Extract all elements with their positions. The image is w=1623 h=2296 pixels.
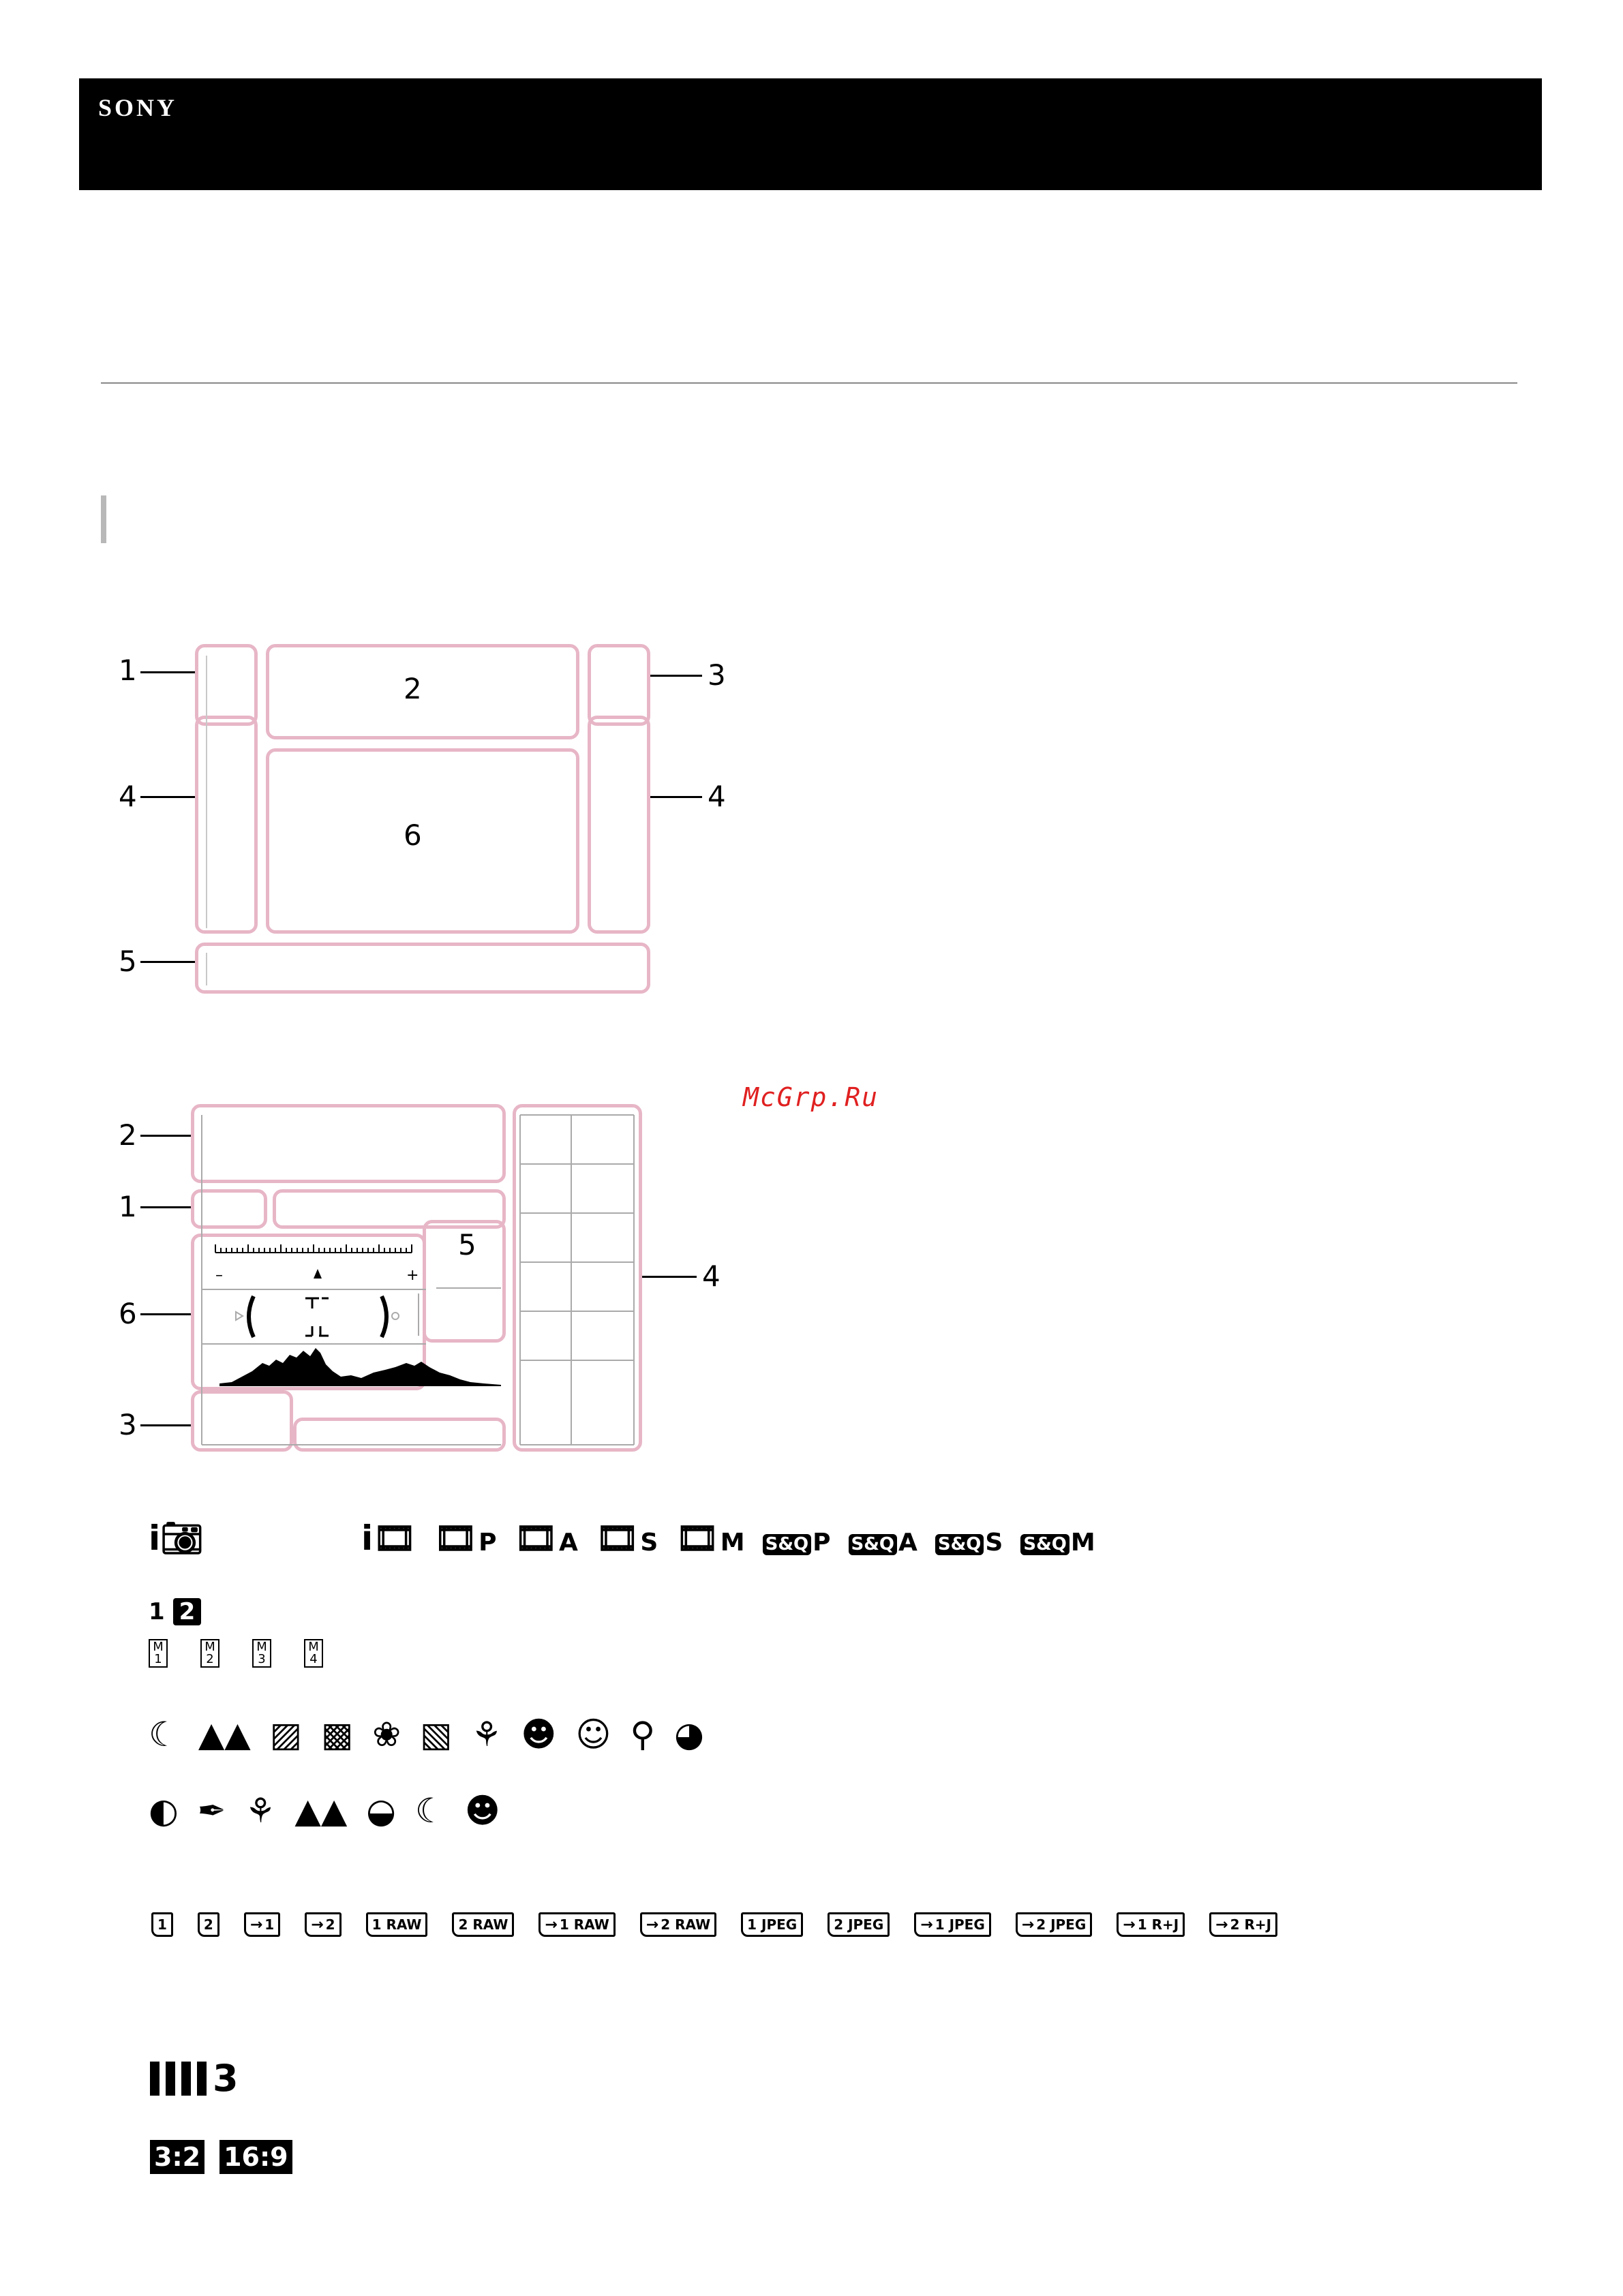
callout-number: 1 bbox=[119, 1190, 137, 1223]
media-slot-label: 2 RAW bbox=[661, 1916, 711, 1933]
icon-row-aspect bbox=[150, 2140, 307, 2174]
arrow-icon: → bbox=[1123, 1916, 1136, 1933]
callout-number: 3 bbox=[119, 1408, 137, 1441]
macro-icon: ⚘ bbox=[245, 1791, 276, 1831]
media-slot-label: 2 R+J bbox=[1230, 1916, 1272, 1933]
intelligent-auto-icon: i 📷︎ bbox=[149, 1518, 204, 1558]
media-slot-icon bbox=[198, 1912, 219, 1937]
icon-row-shooting-mode bbox=[149, 1518, 204, 1558]
media-slot-label: 2 bbox=[325, 1916, 335, 1933]
media-slot-icon bbox=[1209, 1912, 1277, 1937]
sunset-icon: ◒ bbox=[366, 1791, 396, 1831]
memory-m1-icon: M 1 bbox=[149, 1639, 168, 1668]
media-slot-label: 1 R+J bbox=[1137, 1916, 1179, 1933]
movie-iauto-icon: i🎞︎ bbox=[361, 1518, 416, 1558]
media-slot-icon bbox=[1117, 1912, 1185, 1937]
callout-line bbox=[140, 1135, 191, 1137]
monitor-area-2 bbox=[266, 644, 579, 739]
media-slot-label: 2 JPEG bbox=[1036, 1916, 1087, 1933]
night-portrait-icon: ☻ bbox=[521, 1715, 557, 1754]
recall-1-icon: 1 bbox=[149, 1598, 165, 1625]
monitor-frame-left bbox=[206, 656, 207, 928]
media-slot-label: 1 JPEG bbox=[935, 1916, 985, 1933]
section-marker bbox=[101, 495, 106, 543]
arrow-icon: → bbox=[1215, 1916, 1228, 1933]
sq-m-icon: S&Q M bbox=[1020, 1531, 1095, 1555]
area-label: 2 bbox=[404, 672, 422, 705]
media-slot-icon bbox=[1016, 1912, 1093, 1937]
callout-line bbox=[140, 961, 195, 963]
arrow-icon: → bbox=[920, 1916, 933, 1933]
sq-s-icon: S&Q S bbox=[935, 1531, 1003, 1555]
arrow-icon: → bbox=[545, 1916, 558, 1933]
area-label: 5 bbox=[458, 1228, 476, 1261]
bright-icon: ▧ bbox=[420, 1715, 453, 1754]
media-slot-label: 2 JPEG bbox=[834, 1916, 884, 1933]
arrow-icon: → bbox=[249, 1916, 263, 1933]
finder-area-3 bbox=[191, 1390, 293, 1452]
backlight-portrait-icon: ▩ bbox=[320, 1715, 354, 1754]
media-slot-icon bbox=[366, 1912, 428, 1937]
monitor-area-6 bbox=[266, 748, 579, 934]
callout-line bbox=[140, 671, 195, 673]
monitor-area-1 bbox=[195, 644, 258, 726]
finder-area-6 bbox=[191, 1234, 426, 1390]
backlight-icon: ▨ bbox=[269, 1715, 302, 1754]
media-slot-icon bbox=[640, 1912, 716, 1937]
media-slot-label: 1 RAW bbox=[559, 1916, 609, 1933]
monitor-area-4-left bbox=[195, 716, 258, 934]
media-slot-icon bbox=[828, 1912, 890, 1937]
memory-m2-icon: M 2 bbox=[200, 1639, 219, 1668]
sq-p-icon: S&Q P bbox=[763, 1531, 831, 1555]
night-scene-icon: ☾ bbox=[149, 1715, 179, 1754]
media-slot-icon bbox=[914, 1912, 991, 1937]
macro-icon: ⚘ bbox=[471, 1715, 502, 1754]
aspect-3-2-icon: 3:2 bbox=[150, 2140, 204, 2174]
icon-row-memory bbox=[149, 1639, 356, 1668]
icon-row-movie-modes bbox=[361, 1518, 1095, 1558]
media-slot-label: 1 bbox=[157, 1916, 167, 1933]
icon-row-scene-recognition bbox=[149, 1715, 723, 1754]
icon-row-battery bbox=[150, 2057, 239, 2100]
level-minus: – bbox=[215, 1267, 223, 1284]
monitor-area-4-right bbox=[588, 716, 650, 934]
media-slot-icon bbox=[741, 1912, 803, 1937]
monitor-frame-bottom-left bbox=[206, 953, 207, 985]
movie-m-icon: 🎞︎ M bbox=[676, 1518, 745, 1558]
level-plus: + bbox=[406, 1267, 419, 1284]
media-slot-label: 1 bbox=[264, 1916, 275, 1933]
callout-line bbox=[140, 1424, 191, 1426]
callout-number: 4 bbox=[119, 780, 137, 813]
callout-number: 4 bbox=[702, 1259, 721, 1293]
media-slot-label: 2 bbox=[203, 1916, 213, 1933]
area-label: 6 bbox=[404, 818, 422, 852]
callout-number: 2 bbox=[119, 1118, 137, 1152]
night-view-icon: ◐ bbox=[149, 1791, 179, 1831]
callout-number: 5 bbox=[119, 945, 137, 978]
landscape-icon: ▲▲ bbox=[294, 1791, 348, 1831]
baby-icon: ◕ bbox=[674, 1715, 704, 1754]
finder-area-4 bbox=[513, 1104, 642, 1452]
arrow-icon: → bbox=[646, 1916, 659, 1933]
sony-logo: SONY bbox=[98, 94, 178, 121]
page-header bbox=[79, 78, 1542, 190]
candle-icon: ⚲ bbox=[630, 1715, 656, 1754]
media-slot-label: 2 RAW bbox=[458, 1916, 509, 1933]
finder-area-bottom bbox=[293, 1418, 506, 1452]
recall-2-icon: 2 bbox=[173, 1598, 202, 1625]
memory-m4-icon: M 4 bbox=[304, 1639, 323, 1668]
aspect-16-9-icon: 16:9 bbox=[219, 2140, 292, 2174]
icon-row-recall bbox=[149, 1598, 201, 1625]
battery-icon: 3 bbox=[150, 2062, 239, 2096]
night-icon: ☾ bbox=[414, 1791, 446, 1831]
finder-area-2 bbox=[191, 1104, 506, 1183]
action-icon: ❀ bbox=[372, 1715, 401, 1754]
sq-a-icon: S&Q A bbox=[849, 1531, 917, 1555]
callout-number: 6 bbox=[119, 1297, 137, 1330]
media-slot-icon bbox=[151, 1912, 173, 1937]
title-divider bbox=[101, 382, 1517, 384]
icon-row-media bbox=[151, 1912, 1302, 1937]
callout-line bbox=[642, 1276, 697, 1278]
callout-number: 1 bbox=[119, 654, 137, 687]
arrow-icon: → bbox=[1021, 1916, 1035, 1933]
media-slot-icon bbox=[452, 1912, 514, 1937]
callout-number: 3 bbox=[708, 658, 726, 692]
media-slot-icon bbox=[244, 1912, 280, 1937]
media-slot-icon bbox=[539, 1912, 615, 1937]
watermark: McGrp.Ru bbox=[743, 1082, 879, 1112]
memory-m3-icon: M 3 bbox=[252, 1639, 271, 1668]
callout-line bbox=[140, 796, 195, 798]
monitor-area-3 bbox=[588, 644, 650, 726]
callout-line bbox=[650, 675, 702, 677]
portrait-icon: ☺ bbox=[575, 1715, 611, 1754]
media-slot-label: 1 JPEG bbox=[747, 1916, 798, 1933]
monitor-area-5 bbox=[195, 943, 650, 994]
movie-p-icon: 🎞︎ P bbox=[434, 1518, 497, 1558]
arrow-icon: → bbox=[311, 1916, 324, 1933]
callout-number: 4 bbox=[708, 780, 726, 813]
night-portrait-icon: ☻ bbox=[464, 1791, 500, 1831]
sports-icon: ✒ bbox=[197, 1791, 226, 1831]
landscape-icon: ▲▲ bbox=[198, 1715, 251, 1754]
movie-a-icon: 🎞︎ A bbox=[514, 1518, 578, 1558]
media-slot-label: 1 RAW bbox=[371, 1916, 422, 1933]
movie-s-icon: 🎞︎ S bbox=[595, 1518, 658, 1558]
finder-area-1 bbox=[191, 1189, 267, 1229]
icon-row-scene-selection bbox=[149, 1791, 519, 1831]
callout-line bbox=[650, 796, 702, 798]
callout-line bbox=[140, 1206, 191, 1208]
callout-line bbox=[140, 1313, 191, 1315]
media-slot-icon bbox=[305, 1912, 341, 1937]
